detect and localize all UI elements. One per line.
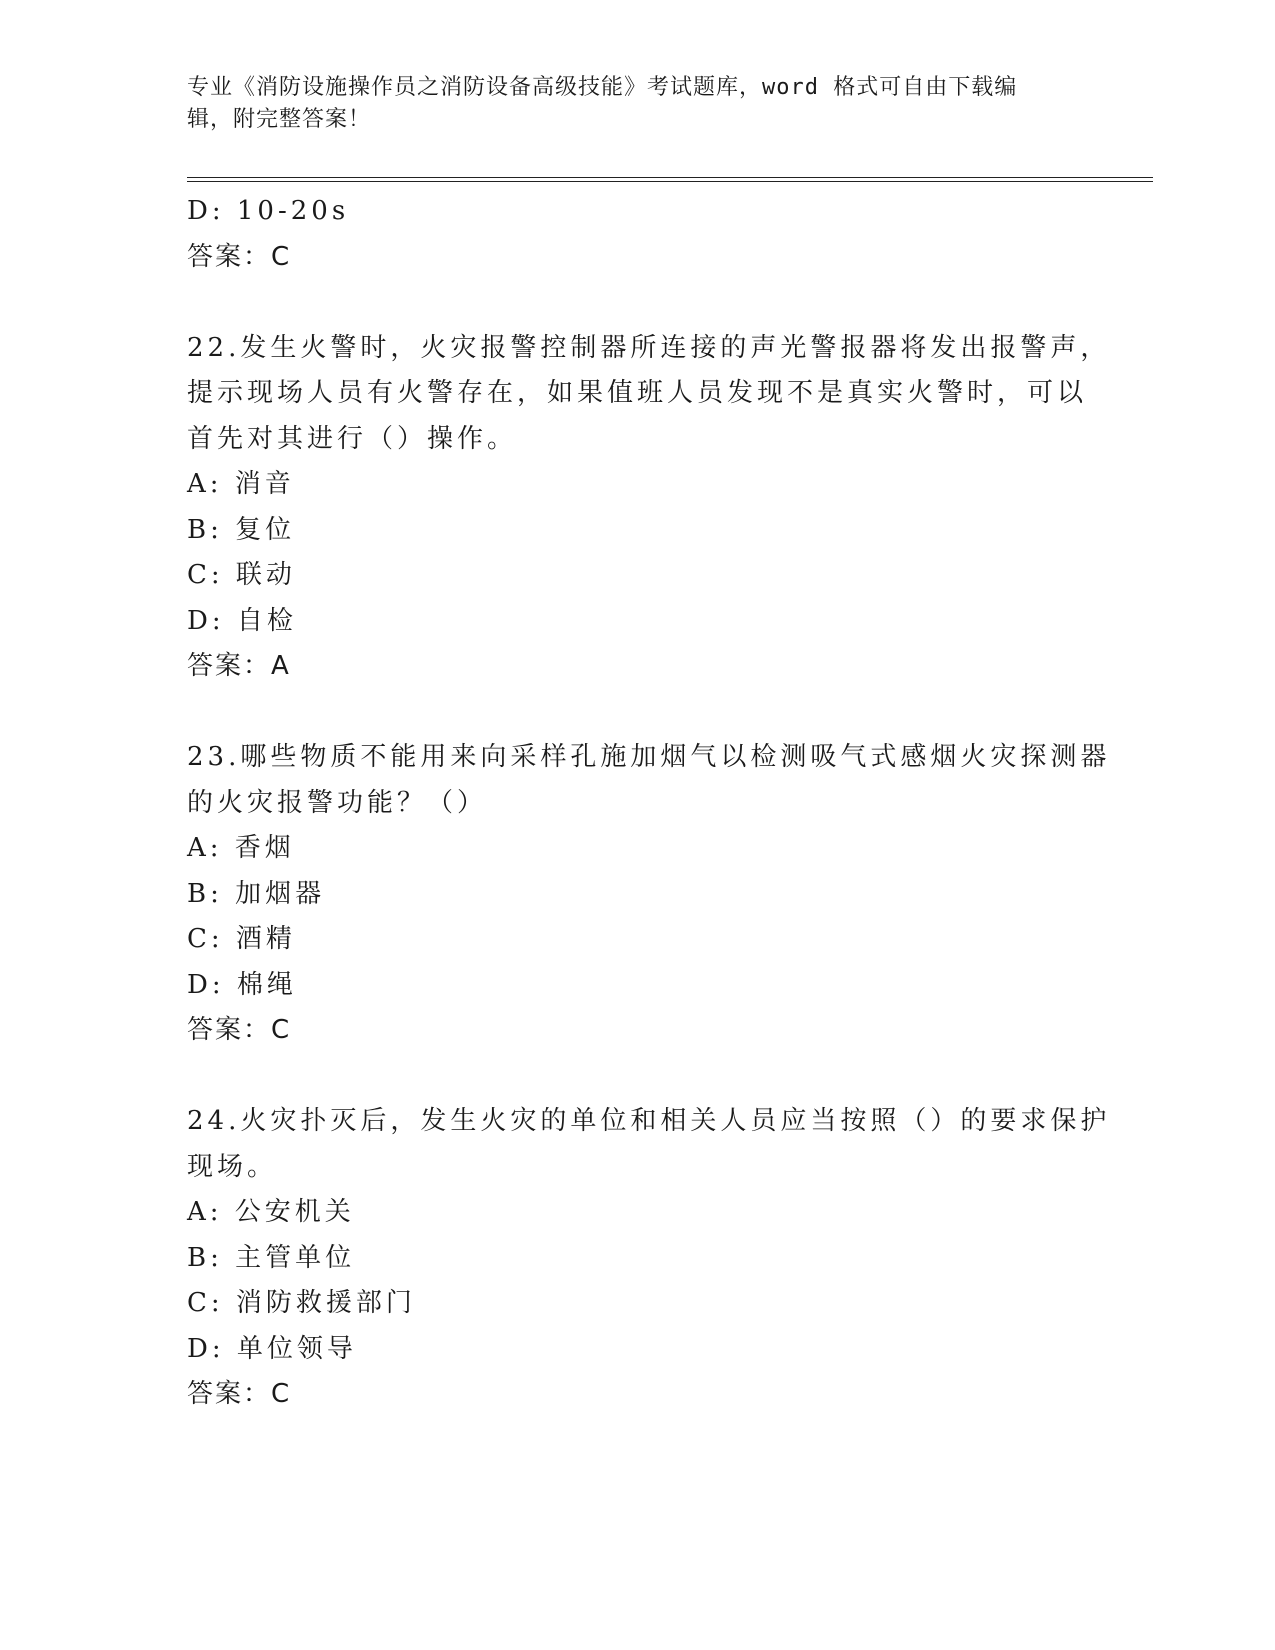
answer-line: 答案：A (187, 651, 291, 681)
question-stem-line: 提示现场人员有火警存在，如果值班人员发现不是真实火警时，可以 (187, 378, 1088, 408)
option-a: A: 消音 (187, 469, 295, 499)
question-stem-line: 的火灾报警功能？（） (187, 787, 488, 818)
spacer (187, 690, 1087, 736)
question-24 (187, 1099, 1111, 1418)
page-header (187, 72, 1067, 136)
option-c: C: 酒精 (187, 924, 296, 954)
question-stem-line: 现场。 (187, 1151, 278, 1182)
option-a: A: 公安机关 (187, 1197, 355, 1227)
question-stem-line: 首先对其进行（）操作。 (187, 423, 518, 454)
answer-line: 答案：C (187, 241, 292, 272)
option-c: C: 消防救援部门 (187, 1288, 416, 1318)
header-line-2: 辑，附完整答案！ (187, 107, 372, 132)
answer-line: 答案：C (187, 1015, 292, 1045)
option-d: D: 单位领导 (187, 1333, 357, 1364)
option-d: D: 棉绳 (187, 969, 297, 1000)
question-stem-line: 24.火灾扑灭后，发生火灾的单位和相关人员应当按照（）的要求保护 (187, 1106, 1111, 1136)
question-23 (187, 735, 1111, 1054)
option-b: B: 加烟器 (187, 878, 326, 909)
spacer (187, 280, 1087, 326)
question-stem-line: 22.发生火警时，火灾报警控制器所连接的声光警报器将发出报警声， (187, 332, 1111, 363)
option-a: A: 香烟 (187, 833, 295, 863)
question-22 (187, 326, 1111, 690)
question-stem-line: 23.哪些物质不能用来向采样孔施加烟气以检测吸气式感烟火灾探测器 (187, 742, 1111, 772)
option-b: B: 主管单位 (187, 1242, 356, 1273)
answer-line: 答案：C (187, 1379, 292, 1409)
previous-question-tail (187, 189, 1087, 280)
option-d: D: 自检 (187, 605, 297, 636)
option-d: D: 10-20s (187, 196, 350, 226)
header-divider (187, 177, 1153, 182)
spacer (187, 1054, 1087, 1100)
option-c: C: 联动 (187, 560, 296, 590)
question-list (187, 189, 1111, 1418)
option-b: B: 复位 (187, 514, 296, 545)
header-line-1: 专业《消防设施操作员之消防设备高级技能》考试题库，word 格式可自由下载编 (187, 75, 1018, 100)
